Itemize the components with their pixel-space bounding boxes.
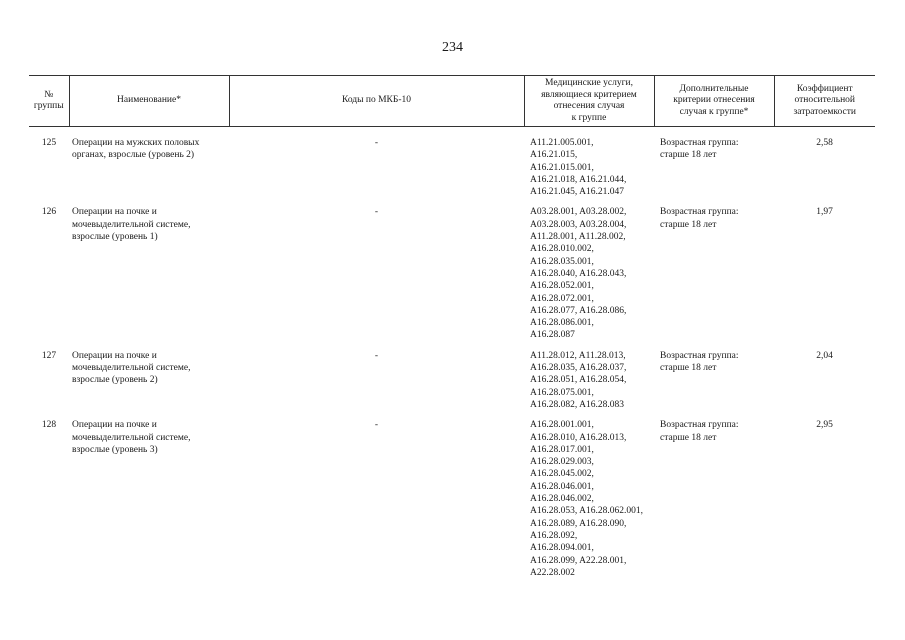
cell-services-line: A16.28.035, A16.28.037,: [530, 363, 627, 374]
cell-criteria: [654, 206, 774, 341]
cell-coefficient: 1,97: [816, 207, 833, 218]
header-group-no-line: №: [44, 89, 54, 100]
header-name-line: Наименование*: [117, 95, 181, 106]
cell-services-line: A16.28.045.002,: [530, 469, 594, 480]
cell-name-line: Операции на почке и: [72, 207, 157, 218]
header-mkb-line: Коды по МКБ-10: [341, 95, 412, 106]
cell-services-line: A16.28.040, A16.28.043,: [530, 268, 627, 279]
cell-criteria: [654, 350, 774, 411]
cell-services-line: A11.28.001, A11.28.002,: [530, 232, 626, 243]
cell-name-line: взрослые (уровень 3): [72, 444, 158, 455]
cell-services-line: A16.28.046.001,: [530, 481, 594, 492]
header-coefficient-line: Коэффициент: [796, 83, 853, 94]
cell-services-line: A16.28.053, A16.28.062.001,: [530, 506, 643, 517]
header-criteria-line: критерии отнесения: [673, 95, 755, 106]
cell-name-line: Операции на мужских половых: [72, 138, 200, 148]
header-coefficient-line: относительной: [794, 95, 855, 106]
cell-name-line: мочевыделительной системе,: [72, 363, 191, 374]
cell-mkb: -: [374, 420, 379, 431]
cell-criteria: [654, 419, 774, 579]
cell-services-line: A16.28.077, A16.28.086,: [530, 305, 627, 316]
header-services-line: к группе: [571, 112, 607, 123]
cell-services-line: A16.28.072.001,: [530, 293, 594, 304]
cell-name: [69, 419, 229, 579]
cell-services-line: A16.28.010, A16.28.013,: [530, 432, 627, 443]
header-mkb: [229, 76, 524, 127]
header-coefficient-line: затратоемкости: [793, 106, 856, 117]
cell-criteria-line: Возрастная группа:: [660, 350, 739, 361]
table-row: [29, 350, 875, 411]
cell-services-line: A16.21.015,: [530, 150, 578, 161]
cell-name-line: мочевыделительной системе,: [72, 432, 191, 443]
cell-services-line: A16.28.010.002,: [530, 244, 594, 255]
table-row: [29, 137, 875, 198]
cell-criteria-line: старше 18 лет: [660, 219, 717, 230]
drg-groups-table: [29, 75, 875, 579]
header-group-no-line: группы: [33, 101, 64, 111]
table-row: [29, 419, 875, 579]
cell-name-line: взрослые (уровень 1): [72, 232, 158, 243]
cell-services: [524, 206, 654, 341]
cell-criteria-line: старше 18 лет: [660, 432, 717, 443]
header-criteria: [654, 76, 774, 127]
header-services-line: Медицинские услуги,: [545, 78, 633, 88]
cell-criteria: [654, 137, 774, 198]
cell-name-line: Операции на почке и: [72, 350, 157, 361]
cell-services-line: A16.28.051, A16.28.054,: [530, 375, 627, 386]
cell-services-line: A16.28.035.001,: [530, 256, 594, 267]
cell-services-line: A16.28.089, A16.28.090,: [530, 518, 627, 529]
cell-services-line: A16.21.045, A16.21.047: [530, 187, 624, 198]
cell-services-line: A16.28.099, A22.28.001,: [530, 555, 627, 566]
cell-services-line: A16.28.029.003,: [530, 457, 594, 468]
cell-group-no: 128: [41, 420, 57, 431]
cell-criteria-line: старше 18 лет: [660, 363, 717, 374]
header-services-line: отнесения случая: [553, 101, 625, 111]
cell-services-line: A16.28.086.001,: [530, 318, 594, 329]
cell-services: [524, 350, 654, 411]
header-coefficient: [774, 76, 875, 127]
cell-services-line: A16.28.087: [530, 330, 575, 341]
cell-services-line: A03.28.001, A03.28.002,: [530, 207, 627, 218]
cell-name: [69, 350, 229, 411]
cell-services-line: A22.28.002: [530, 567, 575, 578]
cell-criteria-line: старше 18 лет: [660, 150, 717, 161]
cell-criteria-line: Возрастная группа:: [660, 207, 739, 218]
cell-group-no: 127: [41, 350, 57, 361]
cell-coefficient: 2,58: [816, 138, 833, 148]
header-services: [524, 76, 654, 127]
table-header: [29, 76, 875, 127]
cell-name-line: взрослые (уровень 2): [72, 375, 158, 386]
cell-services-line: A16.28.075.001,: [530, 387, 594, 398]
header-name: [69, 76, 229, 127]
cell-mkb: -: [374, 350, 379, 361]
table-body: [29, 127, 875, 580]
cell-services-line: A16.28.017.001,: [530, 444, 594, 455]
cell-services: [524, 137, 654, 198]
cell-services-line: A16.28.094.001,: [530, 543, 594, 554]
page-number: 234: [442, 40, 463, 55]
header-criteria-line: Дополнительные: [679, 83, 749, 94]
cell-services-line: A16.28.052.001,: [530, 281, 594, 292]
cell-services: [524, 419, 654, 579]
cell-services-line: A16.28.092,: [530, 530, 578, 541]
cell-services-line: A16.21.018, A16.21.044,: [530, 174, 627, 185]
cell-coefficient: 2,95: [816, 420, 833, 431]
header-group-no: [29, 76, 69, 127]
header-services-line: являющиеся критерием: [541, 89, 637, 100]
cell-name-line: мочевыделительной системе,: [72, 219, 191, 230]
table-row: [29, 206, 875, 341]
cell-criteria-line: Возрастная группа:: [660, 420, 739, 431]
cell-services-line: A11.21.005.001,: [530, 138, 594, 148]
cell-services-line: A16.28.046.002,: [530, 494, 594, 505]
header-criteria-line: случая к группе*: [679, 106, 749, 117]
cell-name: [69, 137, 229, 198]
cell-name-line: Операции на почке и: [72, 420, 157, 431]
cell-criteria-line: Возрастная группа:: [660, 138, 739, 148]
cell-services-line: A16.28.082, A16.28.083: [530, 399, 624, 410]
cell-services-line: A16.21.015.001,: [530, 162, 594, 173]
cell-services-line: A16.28.001.001,: [530, 420, 594, 431]
cell-mkb: -: [374, 207, 379, 218]
cell-group-no: 125: [41, 138, 57, 148]
cell-coefficient: 2,04: [816, 350, 833, 361]
cell-name-line: органах, взрослые (уровень 2): [72, 150, 195, 161]
cell-services-line: A11.28.012, A11.28.013,: [530, 350, 626, 361]
cell-name: [69, 206, 229, 341]
cell-services-line: A03.28.003, A03.28.004,: [530, 219, 627, 230]
cell-mkb: -: [374, 138, 379, 148]
cell-group-no: 126: [41, 207, 57, 218]
